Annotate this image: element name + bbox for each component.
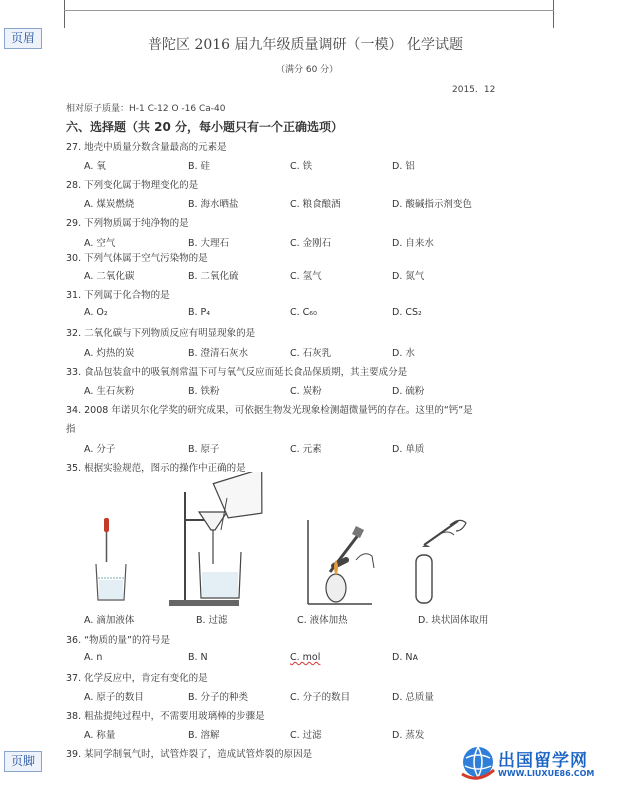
question-35: 35. 根据实验规范，图示的操作中正确的是 xyxy=(66,463,246,474)
option-28a: A. 煤炭燃烧 xyxy=(84,199,135,210)
question-39: 39. 某同学制氧气时，试管炸裂了，造成试管炸裂的原因是 xyxy=(66,749,313,760)
footer-tag[interactable]: 页脚 xyxy=(4,751,42,772)
question-29: 29. 下列物质属于纯净物的是 xyxy=(66,218,189,229)
option-35c: C. 液体加热 xyxy=(297,615,348,626)
option-31d: D. CS₂ xyxy=(392,307,422,318)
option-29c: C. 金刚石 xyxy=(290,238,332,249)
option-30a: A. 二氧化碳 xyxy=(84,271,135,282)
header-tag[interactable]: 页眉 xyxy=(4,28,42,49)
option-37c: C. 分子的数目 xyxy=(290,692,351,703)
question-38: 38. 粗盐提纯过程中，不需要用玻璃棒的步骤是 xyxy=(66,711,265,722)
watermark-logo xyxy=(458,742,616,784)
score-note: （满分 60 分） xyxy=(276,65,339,75)
option-30c: C. 氢气 xyxy=(290,271,322,282)
question-31: 31. 下列属于化合物的是 xyxy=(66,290,170,301)
option-34c: C. 元素 xyxy=(290,444,322,455)
option-33d: D. 硫粉 xyxy=(392,386,425,397)
option-37b: B. 分子的种类 xyxy=(188,692,249,703)
option-27a: A. 氧 xyxy=(84,161,106,172)
question-36: 36. “物质的量”的符号是 xyxy=(66,635,170,646)
date: 2015．12 xyxy=(452,85,496,95)
option-29a: A. 空气 xyxy=(84,238,116,249)
question-34: 34. 2008 年诺贝尔化学奖的研究成果，可依据生物发光现象检测超微量钙的存在。这里的“钙”是 xyxy=(66,405,473,416)
option-37d: D. 总质量 xyxy=(392,692,434,703)
option-35d: D. 块状固体取用 xyxy=(418,615,489,626)
option-31b: B. P₄ xyxy=(188,307,211,318)
question-32: 32. 二氧化碳与下列物质反应有明显现象的是 xyxy=(66,328,256,339)
option-37a: A. 原子的数目 xyxy=(84,692,144,703)
margin-line-left xyxy=(64,0,65,28)
question-37: 37. 化学反应中，肯定有变化的是 xyxy=(66,673,208,684)
option-32d: D. 水 xyxy=(392,348,415,359)
option-34a: A. 分子 xyxy=(84,444,116,455)
atomic-mass: 相对原子质量：H-1 C-12 O -16 Ca-40 xyxy=(66,104,226,114)
option-36c: C. mol xyxy=(290,652,321,663)
solid-transfer-figure xyxy=(400,517,470,607)
option-29d: D. 自来水 xyxy=(392,238,434,249)
liquid-heating-figure xyxy=(300,520,378,606)
option-36a: A. n xyxy=(84,652,103,663)
option-33b: B. 铁粉 xyxy=(188,386,220,397)
watermark-url: WWW.LIUXUE86.COM xyxy=(498,769,595,778)
option-38b: B. 溶解 xyxy=(188,730,220,741)
option-27c: C. 铁 xyxy=(290,161,313,172)
globe-icon xyxy=(460,744,496,782)
option-32c: C. 石灰乳 xyxy=(290,348,332,359)
option-34b: B. 原子 xyxy=(188,444,220,455)
question-28: 28. 下列变化属于物理变化的是 xyxy=(66,180,199,191)
option-33c: C. 炭粉 xyxy=(290,386,322,397)
question-34-cont: 指 xyxy=(66,424,76,435)
option-28c: C. 粮食酿酒 xyxy=(290,199,341,210)
option-34d: D. 单质 xyxy=(392,444,425,455)
question-30: 30. 下列气体属于空气污染物的是 xyxy=(66,253,208,264)
option-36d: D. Nᴀ xyxy=(392,652,419,663)
option-38a: A. 称量 xyxy=(84,730,116,741)
page-title: 普陀区 2016 届九年级质量调研（一模） 化学试题 xyxy=(148,37,463,53)
option-35b: B. 过滤 xyxy=(196,615,228,626)
option-31a: A. O₂ xyxy=(84,307,108,318)
watermark-brand: 出国留学网 xyxy=(498,751,588,771)
dropper-figure xyxy=(90,518,142,606)
option-27d: D. 铝 xyxy=(392,161,415,172)
option-36b: B. N xyxy=(188,652,208,663)
option-27b: B. 硅 xyxy=(188,161,211,172)
header-rule xyxy=(64,10,554,11)
option-35a: A. 滴加液体 xyxy=(84,615,135,626)
option-28b: B. 海水晒盐 xyxy=(188,199,239,210)
option-33a: A. 生石灰粉 xyxy=(84,386,135,397)
filtration-figure xyxy=(155,472,275,608)
option-29b: B. 大理石 xyxy=(188,238,230,249)
option-32a: A. 灼热的炭 xyxy=(84,348,135,359)
option-30b: B. 二氧化硫 xyxy=(188,271,239,282)
option-38d: D. 蒸发 xyxy=(392,730,425,741)
margin-line-right xyxy=(553,0,554,28)
option-38c: C. 过滤 xyxy=(290,730,322,741)
option-28d: D. 酸碱指示剂变色 xyxy=(392,199,472,210)
question-27: 27. 地壳中质量分数含量最高的元素是 xyxy=(66,142,227,153)
question-33: 33. 食品包装盒中的吸氧剂常温下可与氧气反应而延长食品保质期，其主要成分是 xyxy=(66,367,408,378)
option-31c: C. C₆₀ xyxy=(290,307,317,318)
option-30d: D. 氮气 xyxy=(392,271,425,282)
section-title: 六、选择题（共 20 分，每小题只有一个正确选项） xyxy=(66,120,344,134)
option-32b: B. 澄清石灰水 xyxy=(188,348,249,359)
